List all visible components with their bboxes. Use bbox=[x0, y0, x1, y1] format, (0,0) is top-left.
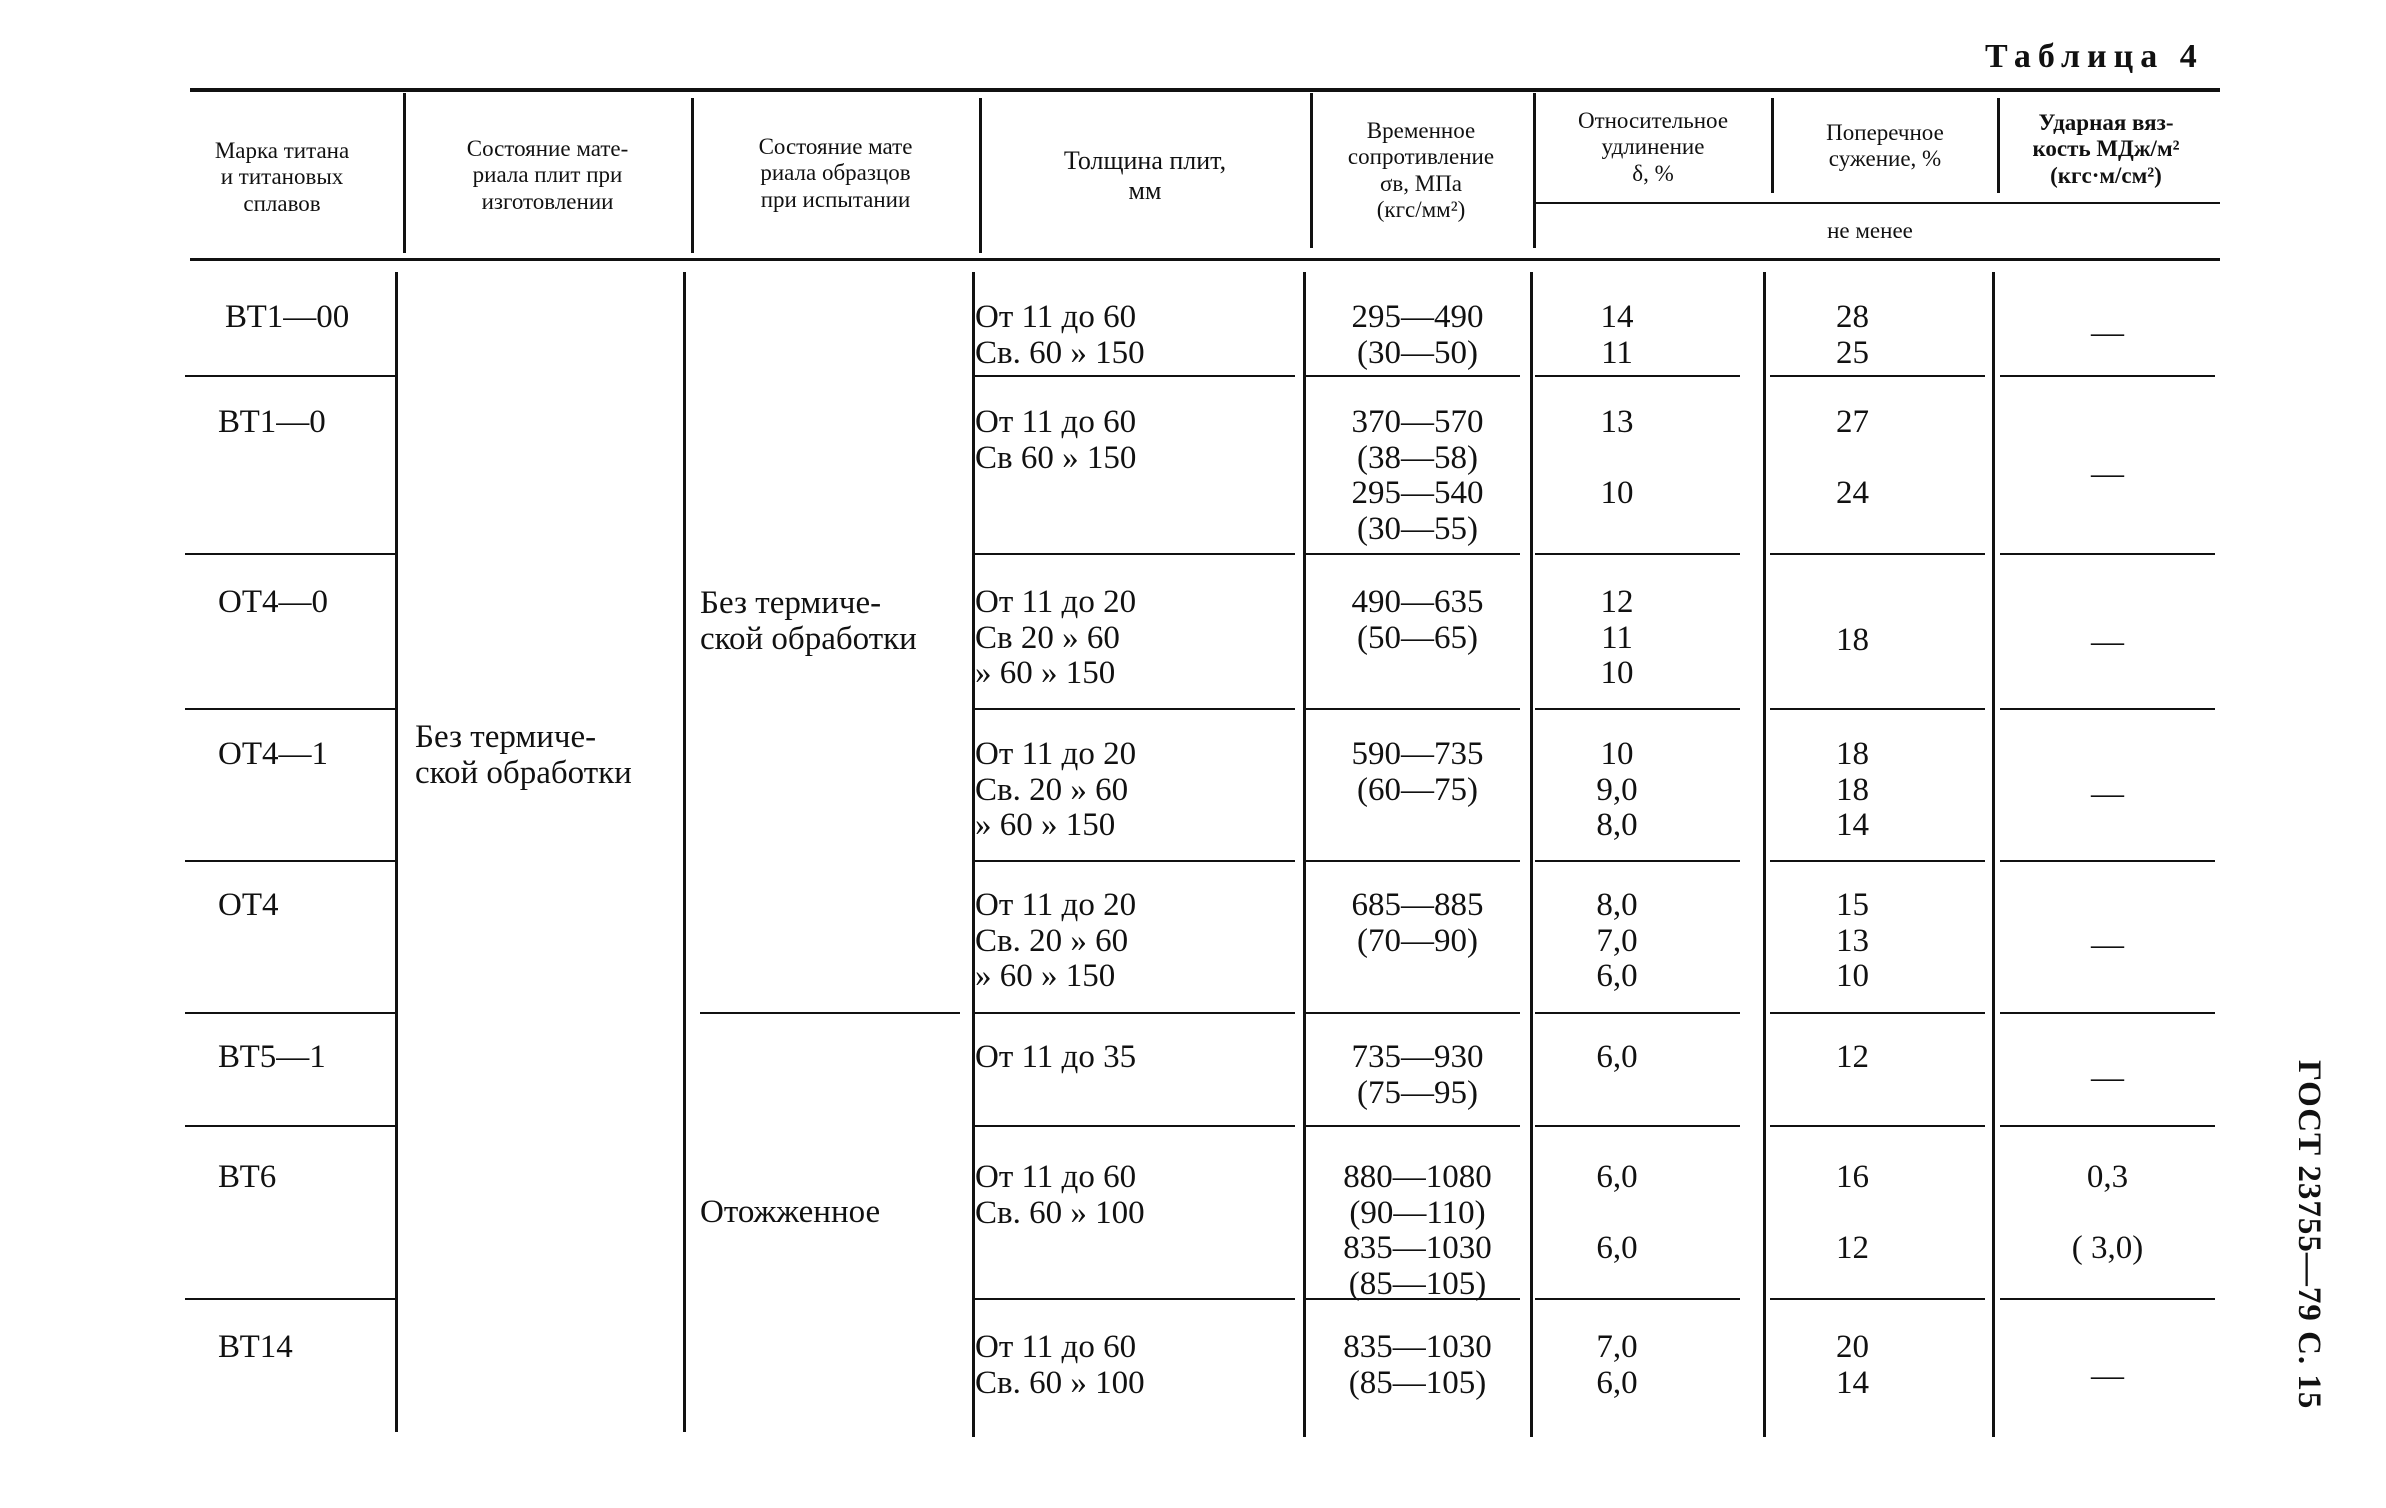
test-state-split-rule bbox=[700, 1012, 960, 1014]
cell-grade: ОТ4—0 bbox=[218, 584, 328, 620]
row-rule bbox=[975, 1012, 1295, 1014]
merged-test-state-upper: Без термиче- ской обработки bbox=[700, 585, 917, 657]
row-rule bbox=[1535, 1298, 1740, 1300]
row-rule bbox=[1305, 708, 1520, 710]
cell-impact: — bbox=[2091, 775, 2124, 812]
cell-impact: — bbox=[2091, 456, 2124, 492]
cell-grade: ОТ4—1 bbox=[218, 736, 328, 772]
cell-elongation: 14 11 bbox=[1600, 299, 1634, 371]
merged-mfg-state: Без термиче- ской обработки bbox=[415, 719, 632, 791]
cell-thickness: От 11 до 20 Св. 20 » 60 » 60 » 150 bbox=[975, 736, 1137, 844]
cell-elongation: 12 11 10 bbox=[1600, 584, 1634, 692]
column-divider bbox=[395, 272, 398, 1432]
row-rule bbox=[1535, 375, 1740, 377]
cell-impact: — bbox=[2091, 1059, 2124, 1096]
cell-elongation: 8,0 7,0 6,0 bbox=[1596, 887, 1638, 995]
row-rule bbox=[1305, 1012, 1520, 1014]
column-divider bbox=[683, 272, 686, 1432]
row-rule bbox=[2000, 860, 2215, 862]
cell-elongation: 6,0 bbox=[1596, 1039, 1638, 1075]
row-rule bbox=[1770, 1125, 1985, 1127]
cell-strength: 685—885 (70—90) bbox=[1351, 887, 1484, 959]
cell-contraction: 18 18 14 bbox=[1836, 736, 1869, 844]
document-code-label: ГОСТ 23755—79 С. 15 bbox=[2291, 1060, 2327, 1410]
cell-thickness: От 11 до 20 Св. 20 » 60 » 60 » 150 bbox=[975, 887, 1137, 995]
row-rule bbox=[1305, 860, 1520, 862]
row-rule bbox=[185, 1012, 395, 1014]
cell-contraction: 15 13 10 bbox=[1836, 887, 1869, 995]
row-rule bbox=[185, 708, 395, 710]
header-elongation: Относительное удлинение δ, % bbox=[1577, 108, 1729, 186]
cell-strength: 835—1030 (85—105) bbox=[1343, 1329, 1492, 1401]
min-note-rule bbox=[1535, 202, 2220, 204]
table-title: Таблица 4 bbox=[1985, 38, 2204, 75]
cell-strength: 590—735 (60—75) bbox=[1351, 736, 1484, 808]
row-rule bbox=[1535, 1012, 1740, 1014]
cell-contraction: 18 bbox=[1836, 622, 1869, 658]
header-divider bbox=[1533, 93, 1536, 248]
merged-test-state-lower: Отожженное bbox=[700, 1194, 881, 1230]
cell-contraction: 16 12 bbox=[1836, 1159, 1869, 1267]
header-divider bbox=[1771, 98, 1774, 193]
cell-thickness: От 11 до 60 Св. 60 » 150 bbox=[975, 299, 1145, 371]
cell-grade: ВТ14 bbox=[218, 1329, 293, 1365]
cell-elongation: 10 9,0 8,0 bbox=[1596, 736, 1638, 844]
header-strength: Временное сопротивление σв, МПа (кгс/мм²) bbox=[1347, 118, 1495, 223]
row-rule bbox=[1770, 860, 1985, 862]
cell-grade: ОТ4 bbox=[218, 887, 279, 923]
row-rule bbox=[185, 375, 395, 377]
header-divider bbox=[979, 98, 982, 253]
cell-grade: ВТ5—1 bbox=[218, 1039, 326, 1075]
cell-contraction: 27 24 bbox=[1836, 404, 1869, 512]
cell-strength: 880—1080 (90—110) 835—1030 (85—105) bbox=[1343, 1159, 1492, 1302]
header-impact: Ударная вяз- кость МДж/м² (кгс·м/см²) bbox=[2032, 110, 2180, 188]
cell-impact: — bbox=[2091, 1358, 2124, 1394]
row-rule bbox=[975, 860, 1295, 862]
row-rule bbox=[1305, 1125, 1520, 1127]
row-rule bbox=[1535, 860, 1740, 862]
cell-thickness: От 11 до 60 Св. 60 » 100 bbox=[975, 1159, 1145, 1231]
header-thickness: Толщина плит, мм bbox=[1063, 146, 1227, 205]
cell-grade: ВТ1—00 bbox=[225, 299, 350, 335]
cell-impact: — bbox=[2091, 314, 2124, 351]
row-rule bbox=[2000, 1298, 2215, 1300]
table-top-rule bbox=[190, 88, 2220, 92]
cell-grade: ВТ6 bbox=[218, 1159, 277, 1195]
header-divider bbox=[403, 93, 406, 253]
row-rule bbox=[1770, 708, 1985, 710]
header-bottom-rule bbox=[190, 258, 2220, 261]
header-grade: Марка титана и титановых сплавов bbox=[214, 138, 350, 216]
row-rule bbox=[1535, 1125, 1740, 1127]
cell-impact: — bbox=[2091, 623, 2124, 660]
cell-thickness: От 11 до 20 Св 20 » 60 » 60 » 150 bbox=[975, 584, 1137, 692]
header-divider bbox=[691, 98, 694, 253]
row-rule bbox=[185, 860, 395, 862]
row-rule bbox=[1770, 1012, 1985, 1014]
row-rule bbox=[185, 1298, 395, 1300]
cell-strength: 295—490 (30—50) bbox=[1351, 299, 1484, 371]
cell-contraction: 20 14 bbox=[1836, 1329, 1869, 1401]
header-min-note: не менее bbox=[1827, 218, 1913, 243]
row-rule bbox=[1305, 375, 1520, 377]
row-rule bbox=[975, 1125, 1295, 1127]
row-rule bbox=[2000, 1125, 2215, 1127]
cell-impact: 0,3 ( 3,0) bbox=[2071, 1159, 2144, 1267]
cell-strength: 735—930 (75—95) bbox=[1351, 1039, 1484, 1111]
cell-thickness: От 11 до 35 bbox=[975, 1039, 1137, 1075]
row-rule bbox=[185, 553, 395, 555]
cell-strength: 370—570 (38—58) 295—540 (30—55) bbox=[1351, 404, 1484, 547]
cell-grade: ВТ1—0 bbox=[218, 404, 326, 440]
cell-elongation: 7,0 6,0 bbox=[1596, 1329, 1638, 1401]
row-rule bbox=[185, 1125, 395, 1127]
cell-elongation: 6,0 6,0 bbox=[1596, 1159, 1638, 1267]
row-rule bbox=[975, 375, 1295, 377]
row-rule bbox=[1770, 1298, 1985, 1300]
row-rule bbox=[975, 708, 1295, 710]
cell-elongation: 13 10 bbox=[1600, 404, 1634, 512]
row-rule bbox=[1305, 553, 1520, 555]
cell-strength: 490—635 (50—65) bbox=[1351, 584, 1484, 656]
row-rule bbox=[1535, 553, 1740, 555]
row-rule bbox=[1535, 708, 1740, 710]
cell-contraction: 28 25 bbox=[1836, 299, 1869, 371]
cell-thickness: От 11 до 60 Св 60 » 150 bbox=[975, 404, 1137, 476]
row-rule bbox=[2000, 553, 2215, 555]
cell-impact: — bbox=[2091, 927, 2124, 963]
row-rule bbox=[2000, 708, 2215, 710]
row-rule bbox=[1770, 553, 1985, 555]
row-rule bbox=[1770, 375, 1985, 377]
row-rule bbox=[975, 1298, 1295, 1300]
header-test-state: Состояние мате риала образцов при испытании bbox=[758, 134, 913, 212]
cell-contraction: 12 bbox=[1836, 1039, 1869, 1075]
row-rule bbox=[2000, 375, 2215, 377]
header-mfg-state: Состояние мате- риала плит при изготовлении bbox=[466, 136, 629, 214]
cell-thickness: От 11 до 60 Св. 60 » 100 bbox=[975, 1329, 1145, 1401]
row-rule bbox=[2000, 1012, 2215, 1014]
row-rule bbox=[975, 553, 1295, 555]
header-contraction: Поперечное сужение, % bbox=[1826, 120, 1944, 172]
